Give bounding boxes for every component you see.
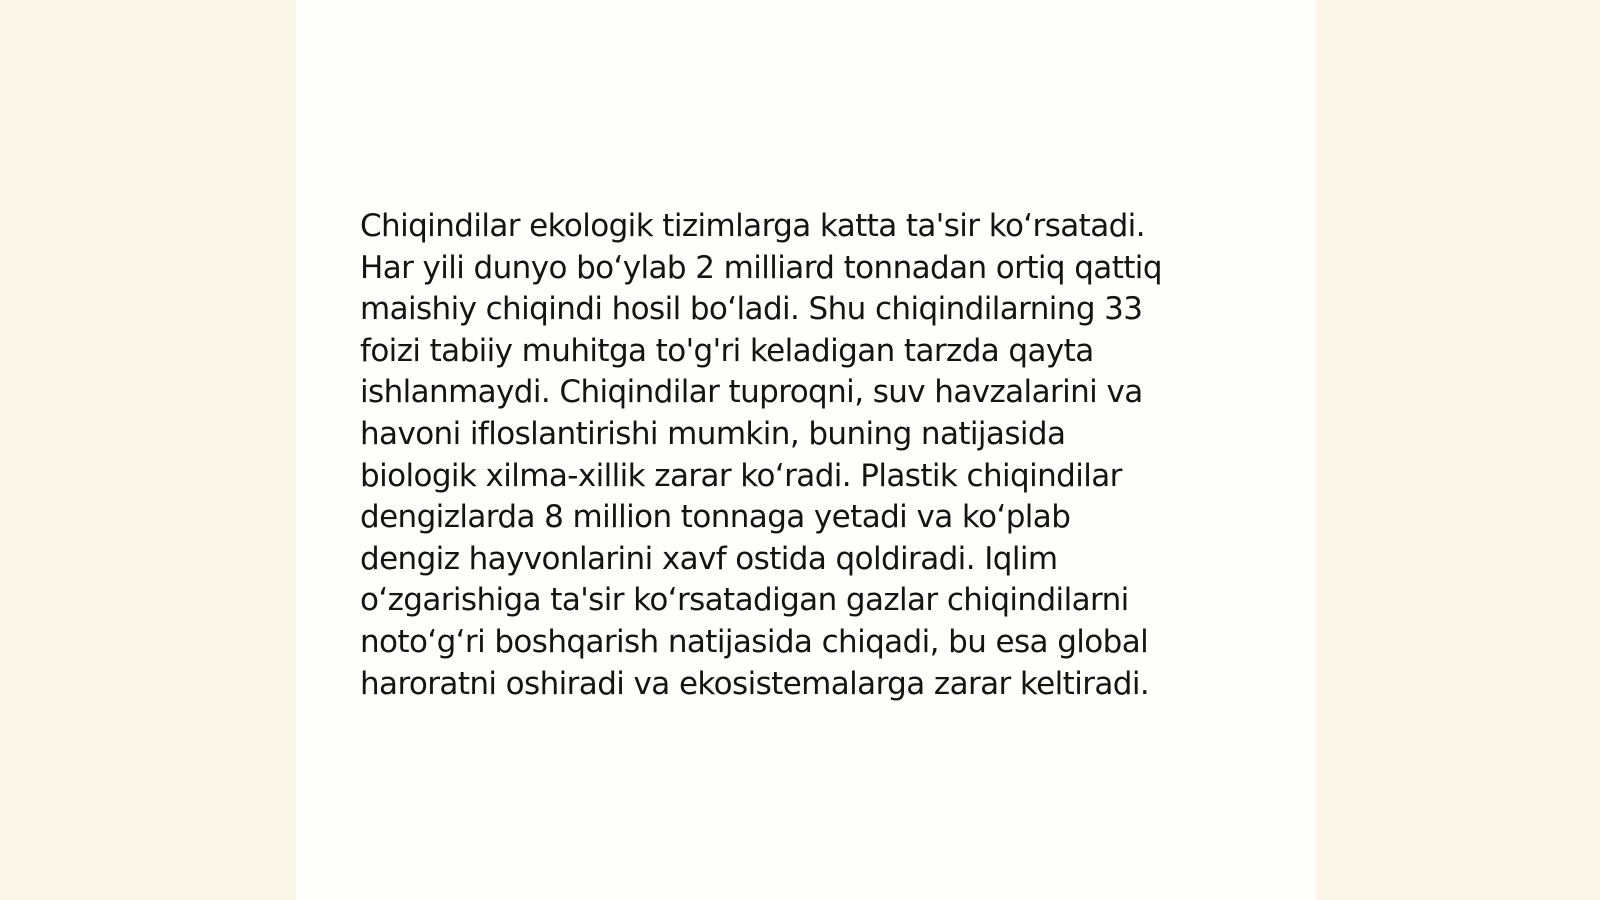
paragraph-line: dengiz hayvonlarini xavf ostida qoldiradi. Iqlim (360, 540, 1058, 577)
paragraph-line: maishiy chiqindi hosil bo‘ladi. Shu chiqindilarning 33 (360, 291, 1143, 328)
paragraph (360, 206, 1260, 705)
paragraph-line: Chiqindilar ekologik tizimlarga katta ta'sir ko‘rsatadi. (360, 208, 1145, 244)
paragraph-line: foizi tabiiy muhitga to'g'ri keladigan tarzda qayta (360, 332, 1094, 369)
document-page (296, 0, 1316, 900)
paragraph-line: ishlanmaydi. Chiqindilar tuproqni, suv havzalarini va (360, 374, 1143, 411)
paragraph-line: noto‘g‘ri boshqarish natijasida chiqadi, bu esa global (360, 623, 1149, 660)
paragraph-line: havoni ifloslantirishi mumkin, buning natijasida (360, 415, 1066, 452)
right-margin (1316, 0, 1600, 900)
paragraph-line: o‘zgarishiga ta'sir ko‘rsatadigan gazlar chiqindilarni (360, 582, 1129, 619)
paragraph-line: Har yili dunyo bo‘ylab 2 milliard tonnadan ortiq qattiq (360, 249, 1162, 286)
paragraph-line: haroratni oshiradi va ekosistemalarga zarar keltiradi. (360, 665, 1150, 702)
paragraph-line: biologik xilma-xillik zarar ko‘radi. Plastik chiqindilar (360, 457, 1122, 494)
left-margin (0, 0, 296, 900)
paragraph-line: dengizlarda 8 million tonnaga yetadi va ko‘plab (360, 499, 1071, 536)
